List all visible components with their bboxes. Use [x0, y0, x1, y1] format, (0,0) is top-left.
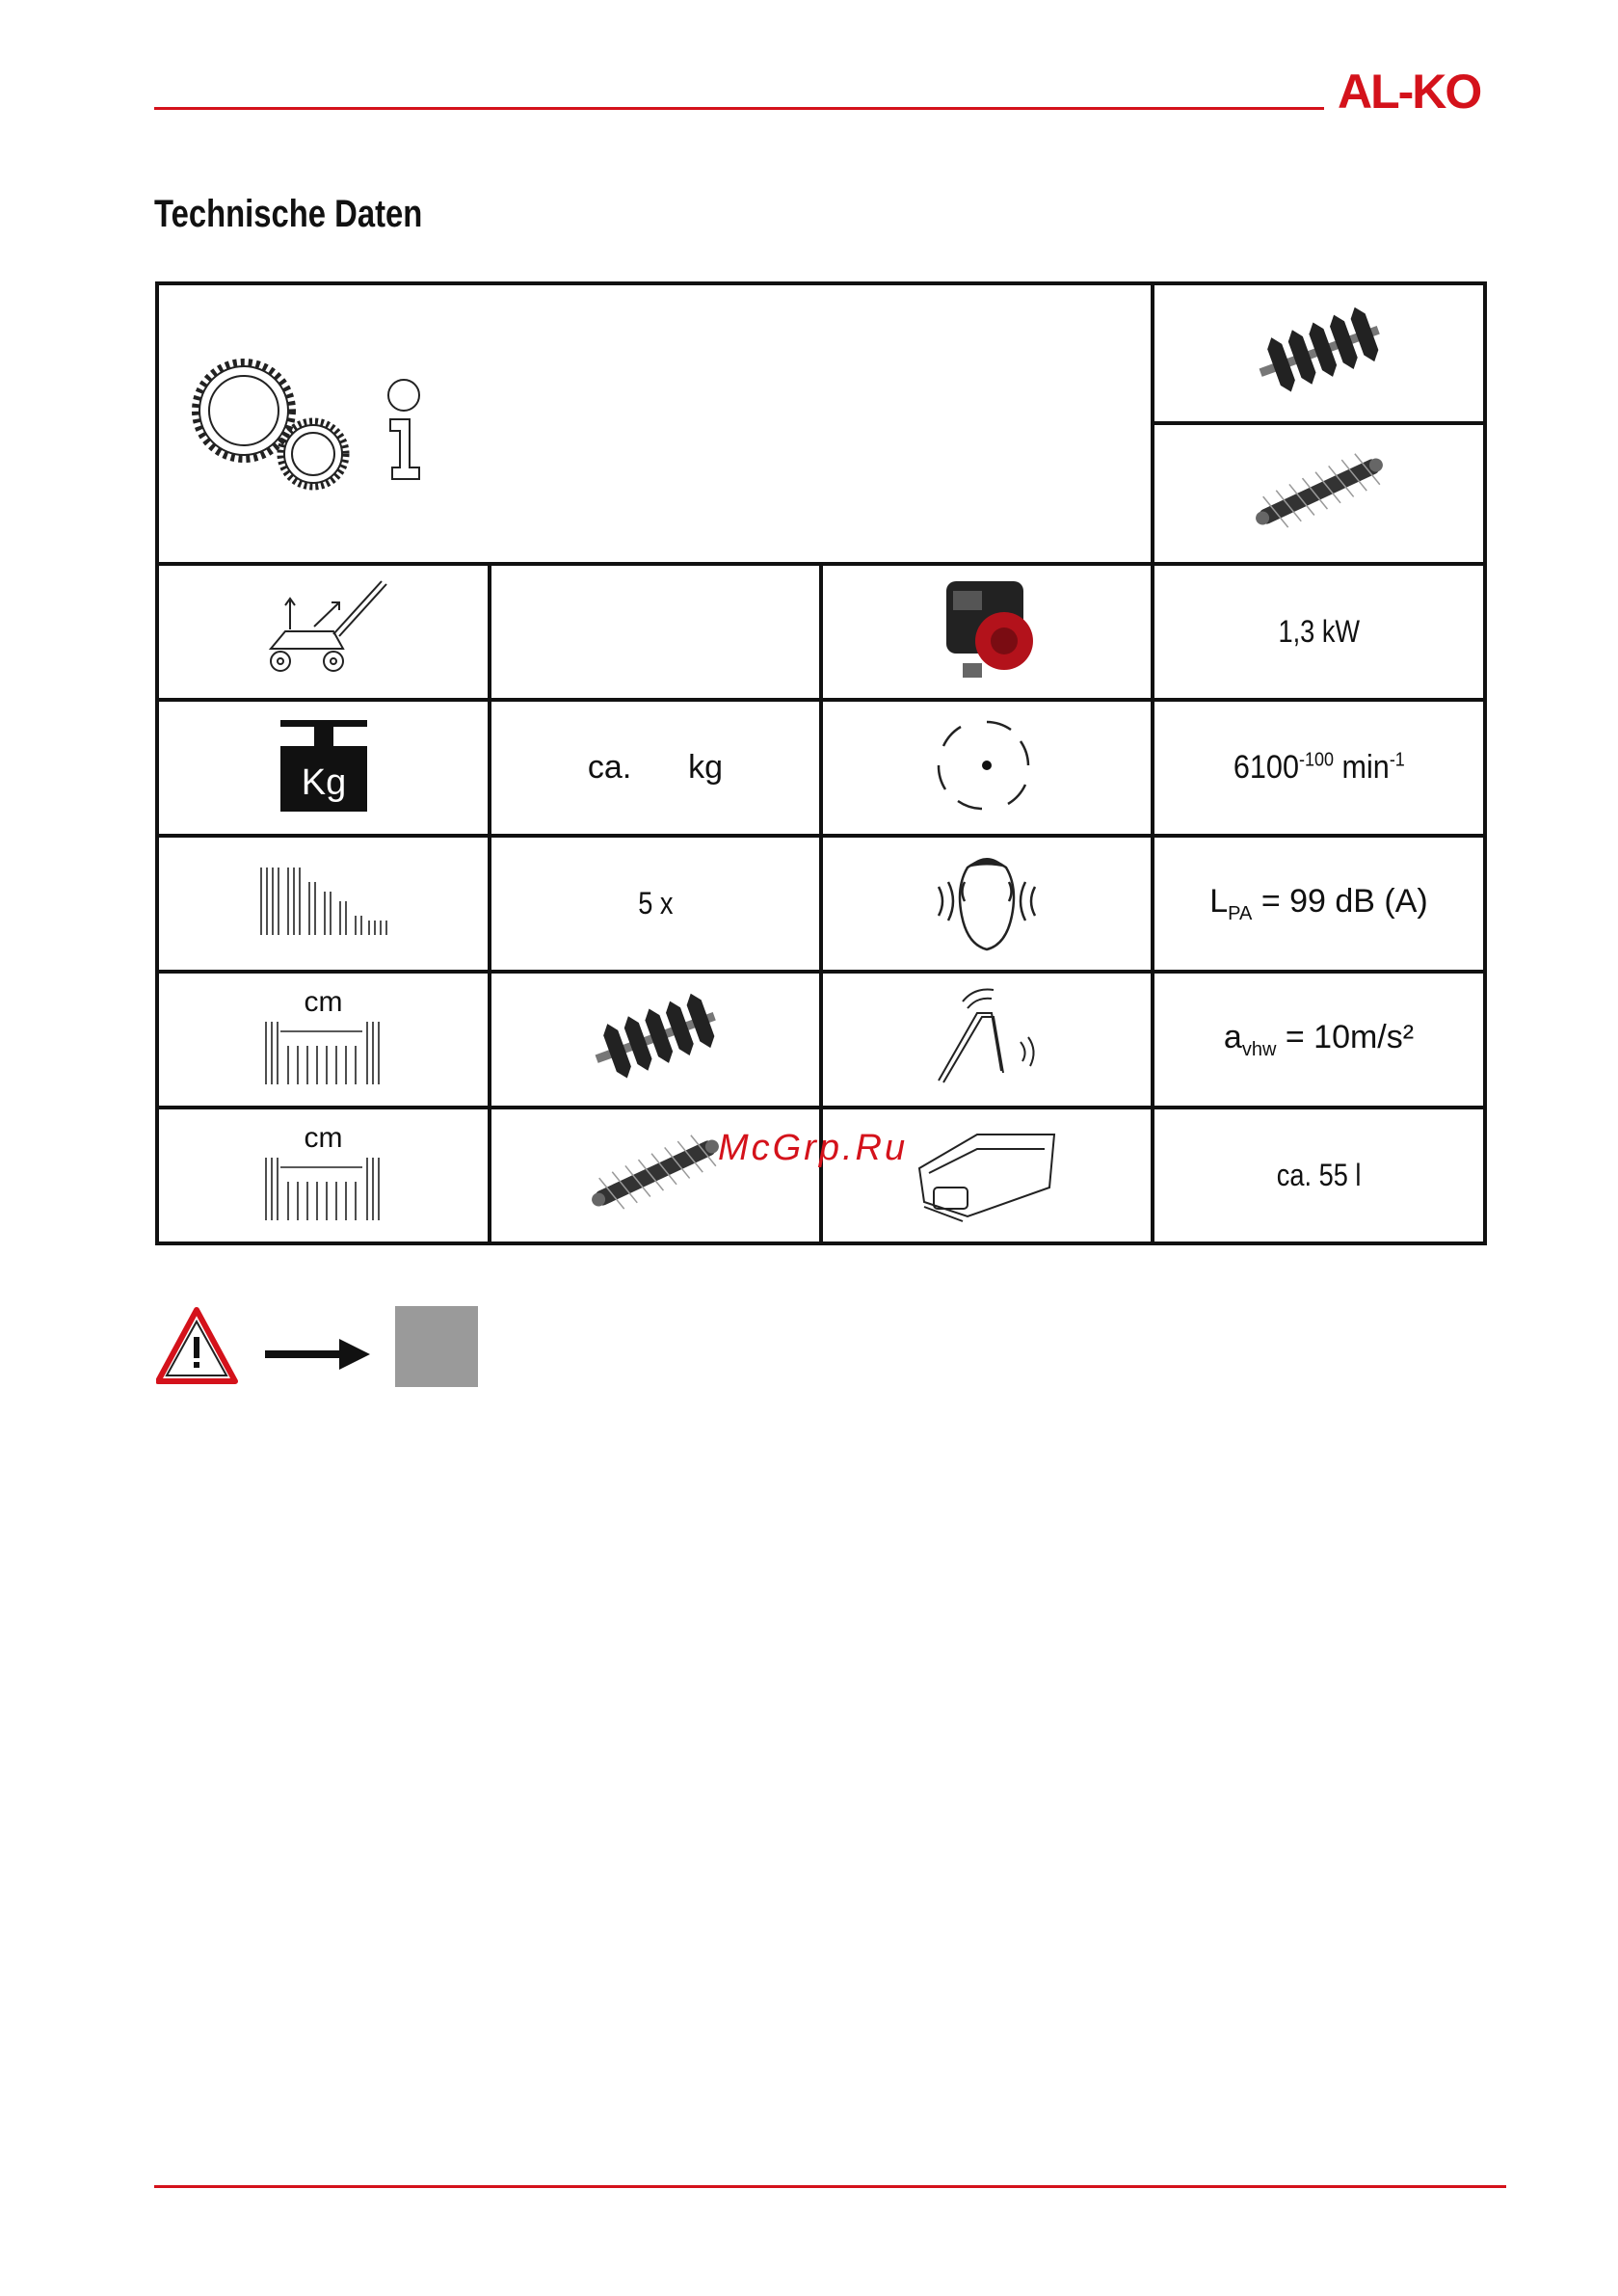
sound-sub: PA	[1228, 902, 1253, 924]
mower-adjust-cell	[157, 564, 490, 700]
width-unit-2: cm	[304, 1121, 343, 1154]
kg-label: Kg	[301, 762, 346, 803]
height-levels-cell	[157, 836, 490, 972]
engine-power: 1,3 kW	[1278, 614, 1360, 649]
gray-square-icon	[395, 1306, 478, 1387]
warning-icon	[156, 1306, 484, 1388]
gears-info-icon	[159, 287, 1142, 560]
width-scarifier-cell	[157, 972, 490, 1108]
hearing-icon	[915, 843, 1059, 959]
engine-icon	[929, 572, 1045, 687]
arrow-icon	[265, 1350, 342, 1358]
scarifier-header-cell	[1153, 283, 1485, 423]
grass-bag-icon	[910, 1120, 1064, 1226]
vibration-cell	[1153, 972, 1485, 1108]
weight-value-cell	[490, 700, 821, 836]
weight-prefix: ca.	[587, 749, 632, 786]
sound-cell	[1153, 836, 1485, 972]
rotation-icon	[924, 707, 1049, 823]
width-unit-1: cm	[304, 985, 343, 1018]
vibration-value: = 10m/s²	[1285, 1018, 1415, 1055]
speed-tolerance: -100	[1298, 749, 1334, 771]
engine-power-cell	[1153, 564, 1485, 700]
mower-adjust-icon	[256, 576, 391, 682]
speed-exp: -1	[1389, 749, 1405, 771]
aerator-roller-icon	[583, 1125, 728, 1221]
scarifier-roller-icon	[583, 989, 728, 1085]
bottom-rule	[154, 2185, 1506, 2188]
rotation-icon-cell	[821, 700, 1153, 836]
speed-cell	[1153, 700, 1485, 836]
width-icon	[261, 1153, 386, 1225]
empty-cell	[490, 564, 821, 700]
grass-bag-capacity: ca. 55 l	[1276, 1158, 1362, 1192]
speed-unit: min	[1341, 749, 1390, 786]
vibration-icon	[915, 984, 1059, 1090]
scarifier-roller-icon	[1247, 303, 1392, 399]
height-positions: 5 x	[637, 886, 674, 921]
alko-logo: AL-KO	[1338, 65, 1481, 119]
aerator-roller-icon	[1247, 443, 1392, 540]
page-title: Technische Daten	[154, 193, 423, 235]
sound-symbol: L	[1209, 882, 1229, 920]
top-rule	[154, 107, 1324, 110]
speed-value: 6100	[1233, 749, 1299, 786]
watermark: McGrp.Ru	[718, 1128, 909, 1168]
aerator-header-cell	[1153, 423, 1485, 564]
vibration-sub: vhw	[1241, 1038, 1277, 1060]
header-cell	[157, 283, 1153, 564]
width-aerator-cell	[157, 1108, 490, 1243]
width-icon	[261, 1017, 386, 1089]
height-levels-icon	[252, 858, 396, 945]
weight-unit: kg	[688, 749, 724, 786]
height-positions-cell	[490, 836, 821, 972]
vibration-symbol: a	[1223, 1018, 1242, 1055]
weight-icon	[276, 712, 372, 818]
weight-icon-cell	[157, 700, 490, 836]
hearing-cell	[821, 836, 1153, 972]
vibration-icon-cell	[821, 972, 1153, 1108]
grass-bag-cell	[1153, 1108, 1485, 1243]
sound-value: = 99 dB (A)	[1260, 882, 1428, 920]
engine-cell	[821, 564, 1153, 700]
technical-data-table	[155, 281, 1487, 1245]
warning-row	[156, 1306, 484, 1393]
scarifier-roller-cell	[490, 972, 821, 1108]
